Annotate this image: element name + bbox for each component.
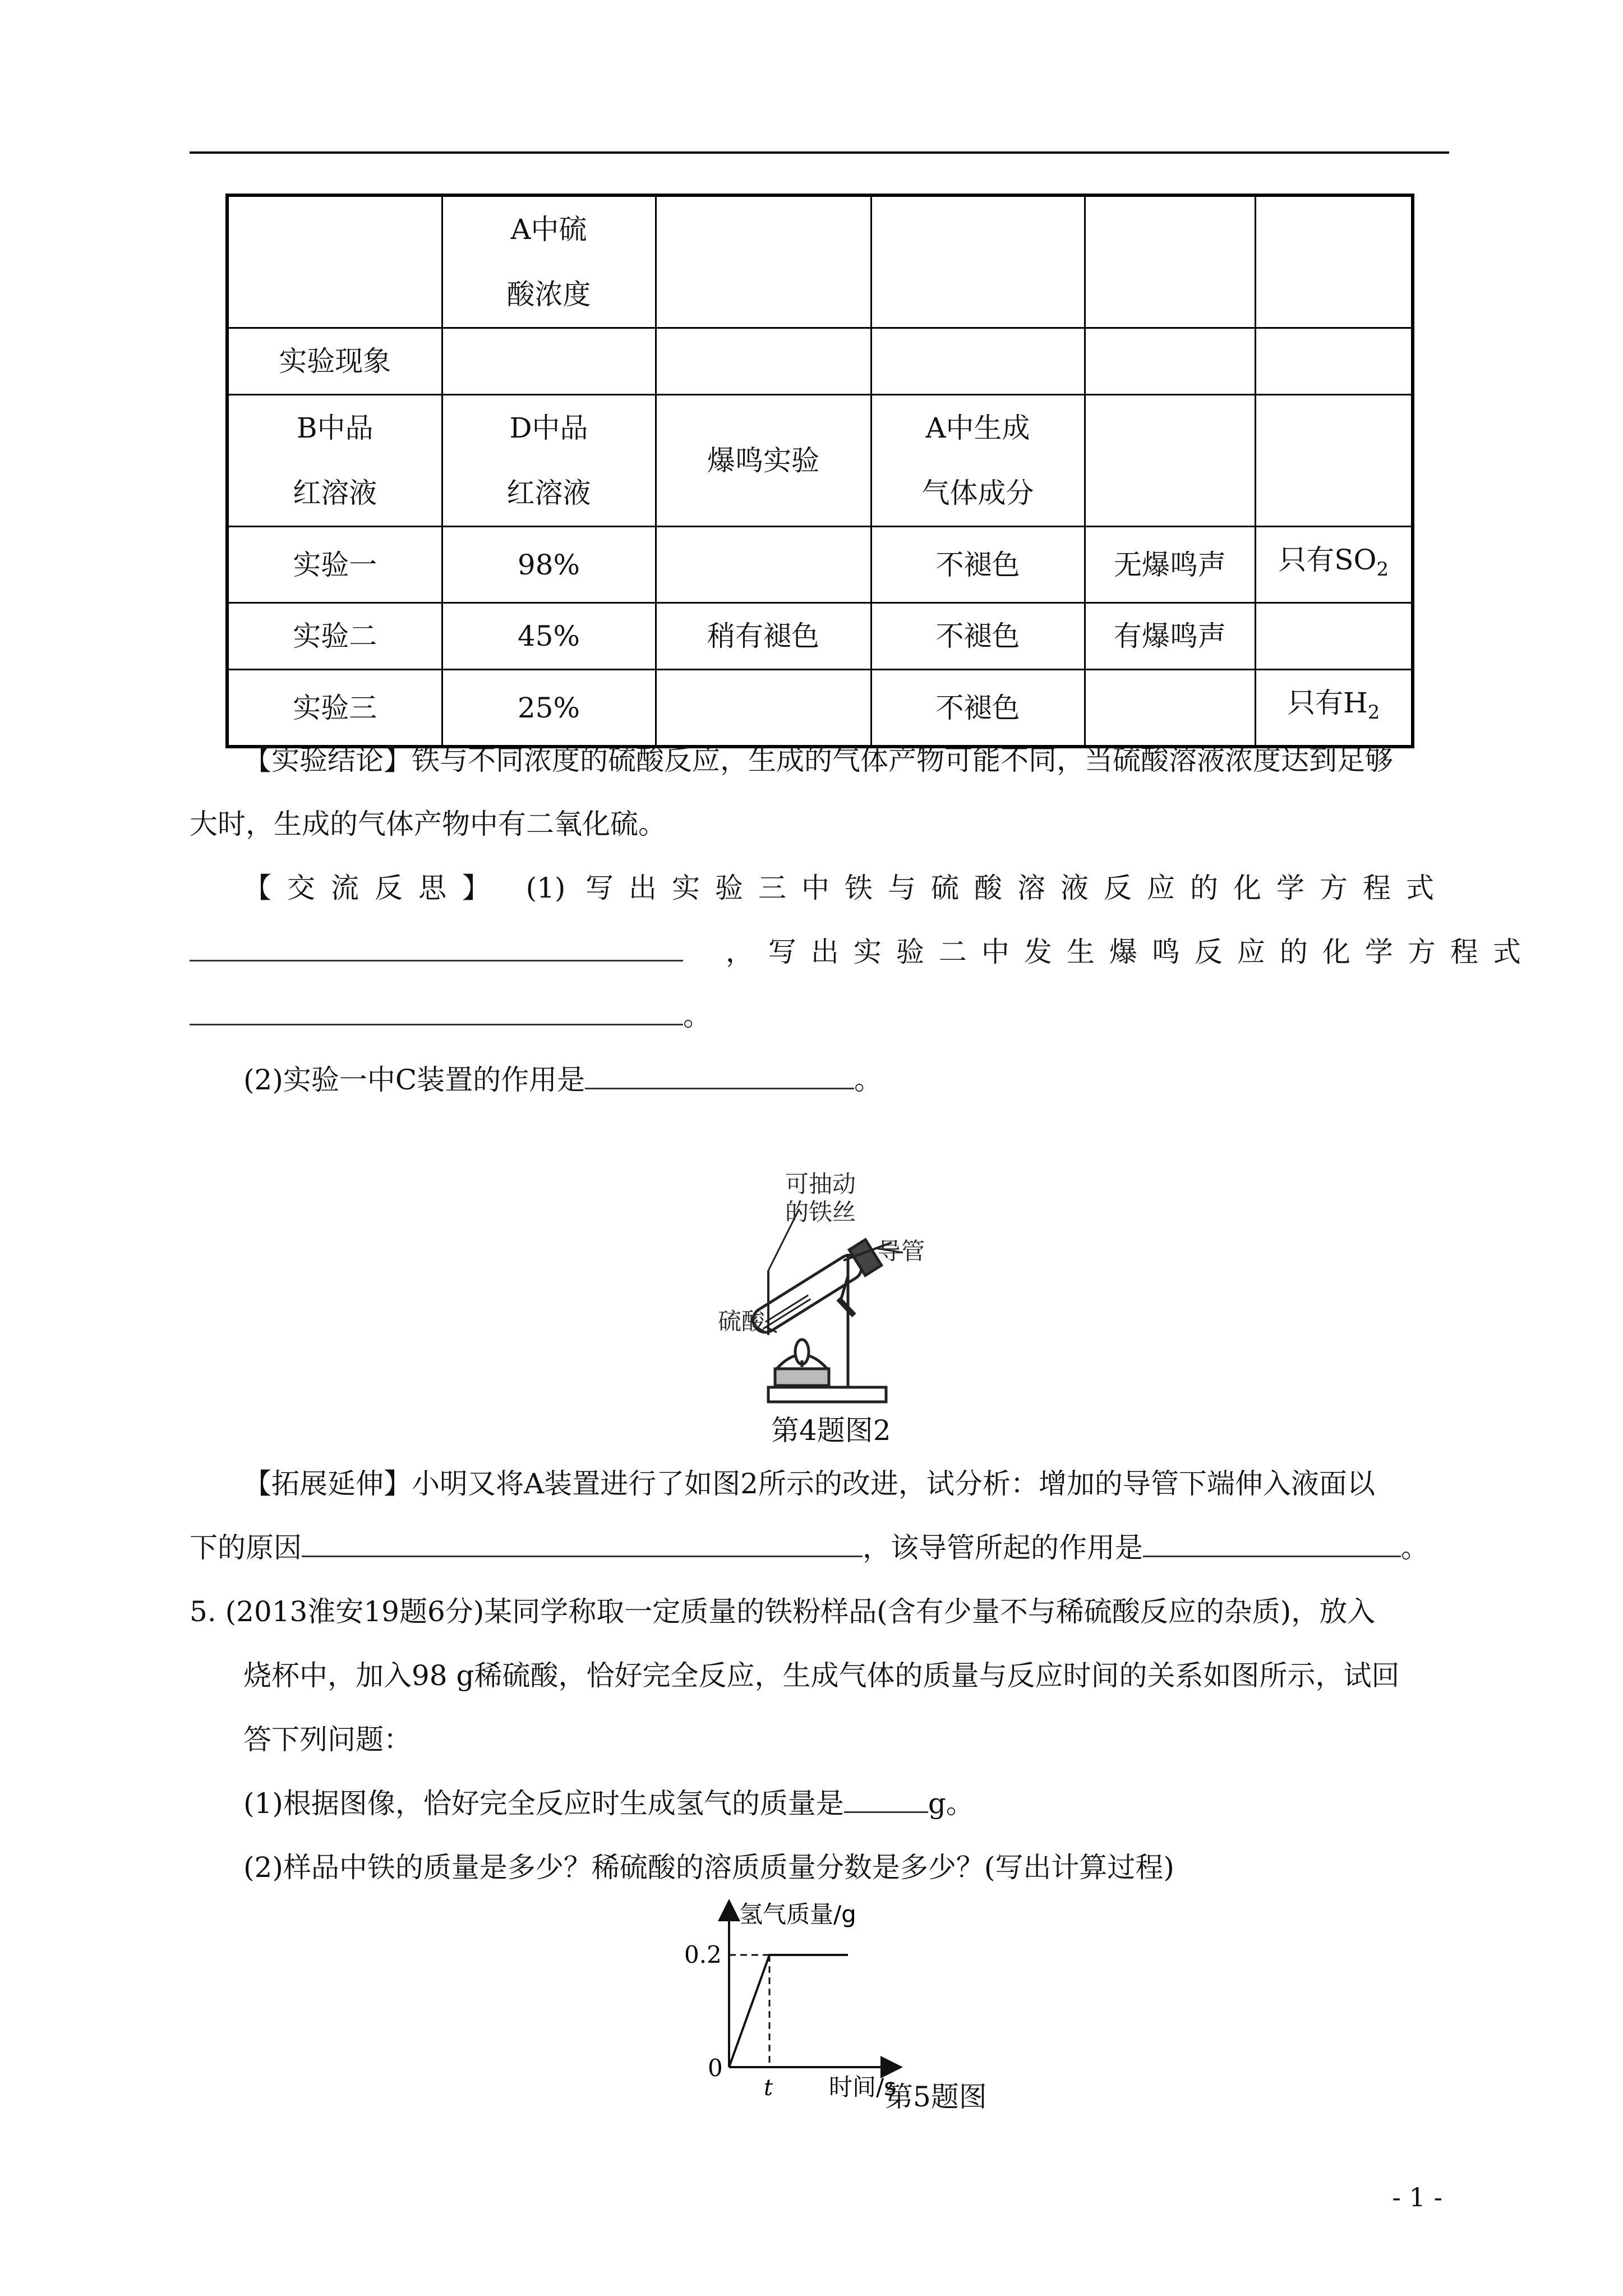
table-cell: 无爆鸣声 bbox=[1085, 527, 1255, 603]
q5-sub-1-end: g。 bbox=[928, 1787, 974, 1820]
table-cell bbox=[1255, 195, 1413, 328]
table-cell bbox=[656, 527, 871, 603]
reflection-q1-mid: ，写出实验二中发生爆鸣反应的化学方程式 bbox=[725, 936, 1536, 968]
origin-label: 0 bbox=[708, 2054, 723, 2082]
reflection-line-1 bbox=[190, 856, 1449, 920]
table-row bbox=[227, 395, 1413, 527]
alcohol-burner bbox=[775, 1340, 829, 1386]
extension-line-2 bbox=[190, 1516, 1449, 1580]
table-cell bbox=[1085, 395, 1255, 527]
table-cell: 不褪色 bbox=[871, 670, 1085, 747]
cell-line: B中品 bbox=[296, 412, 374, 444]
table-cell bbox=[1085, 328, 1255, 395]
cell-line: 红溶液 bbox=[293, 477, 377, 509]
table-row bbox=[227, 527, 1413, 603]
reflection-line-2 bbox=[190, 920, 1536, 984]
extension-text-c: 。 bbox=[1401, 1531, 1429, 1564]
table-cell bbox=[227, 395, 442, 527]
label-wire: 可抽动 bbox=[785, 1170, 856, 1198]
answer-blank[interactable] bbox=[1143, 1527, 1401, 1557]
table-cell: 爆鸣实验 bbox=[656, 395, 871, 527]
table-cell bbox=[1255, 395, 1413, 527]
x-tick-label: t bbox=[764, 2075, 773, 2101]
hydrogen-chart bbox=[673, 1899, 931, 2101]
table-cell bbox=[442, 328, 656, 395]
subscript: 2 bbox=[1367, 701, 1380, 724]
cell-line: 酸浓度 bbox=[506, 278, 591, 311]
table-row bbox=[227, 603, 1413, 670]
cell-line: A中生成 bbox=[925, 412, 1030, 444]
table-row bbox=[227, 195, 1413, 328]
answer-blank[interactable] bbox=[190, 996, 683, 1025]
label-acid: 硫酸 bbox=[718, 1308, 766, 1335]
cell-line: D中品 bbox=[509, 412, 588, 444]
q5-sub-1 bbox=[243, 1772, 1503, 1835]
table-cell: 实验三 bbox=[227, 670, 442, 747]
reflection-q1-label: (1) bbox=[525, 872, 566, 904]
figure-caption: 第4题图2 bbox=[771, 1414, 891, 1447]
table-cell bbox=[656, 328, 871, 395]
cell-text: 只有SO bbox=[1278, 544, 1377, 576]
table-cell bbox=[227, 195, 442, 328]
chart-caption: 第5题图 bbox=[885, 2081, 987, 2113]
extension-text-b: ，该导管所起的作用是 bbox=[863, 1531, 1143, 1564]
table-cell: 不褪色 bbox=[871, 527, 1085, 603]
table-cell bbox=[656, 195, 871, 328]
extension-line-1: 【拓展延伸】小明又将A装置进行了如图2所示的改进，试分析：增加的导管下端伸入液面以 bbox=[243, 1467, 1375, 1500]
q5-line-3: 答下列问题： bbox=[243, 1723, 412, 1756]
table-cell: 不褪色 bbox=[871, 603, 1085, 670]
table-cell bbox=[1255, 603, 1413, 670]
experiment-table bbox=[225, 194, 1414, 748]
header-rule bbox=[190, 151, 1449, 154]
conclusion-line-2: 大时，生成的气体产物中有二氧化硫。 bbox=[190, 808, 666, 840]
q5-line-2: 烧杯中，加入98 g稀硫酸，恰好完全反应，生成气体的质量与反应时间的关系如图所示，试回 bbox=[243, 1659, 1400, 1692]
cell-text: 只有H bbox=[1287, 687, 1368, 719]
table-cell: 实验二 bbox=[227, 603, 442, 670]
x-axis-label: 时间/s bbox=[829, 2073, 897, 2101]
reflection-head: 【交流反思】 bbox=[243, 872, 506, 904]
y-tick-label: 0.2 bbox=[684, 1941, 722, 1968]
page-number: - 1 - bbox=[1392, 2182, 1442, 2212]
reflection-line-3 bbox=[190, 984, 1449, 1048]
table-cell: 稍有褪色 bbox=[656, 603, 871, 670]
q5-sub-1-text: (1)根据图像，恰好完全反应时生成氢气的质量是 bbox=[243, 1787, 844, 1820]
table-cell: 98% bbox=[442, 527, 656, 603]
table-cell bbox=[871, 328, 1085, 395]
cell-line: 气体成分 bbox=[921, 477, 1034, 509]
table-row bbox=[227, 328, 1413, 395]
conclusion-line-1: 【实验结论】铁与不同浓度的硫酸反应，生成的气体产物可能不同，当硫酸溶液浓度达到足够 bbox=[243, 744, 1393, 776]
table-cell bbox=[871, 195, 1085, 328]
reflection-q1-end: 。 bbox=[683, 1000, 711, 1032]
table-cell: 实验一 bbox=[227, 527, 442, 603]
q5-line-1: 5. (2013淮安19题6分)某同学称取一定质量的铁粉样品(含有少量不与稀硫酸反应的杂质)，放入 bbox=[190, 1595, 1376, 1628]
stand-base bbox=[768, 1387, 886, 1402]
answer-blank[interactable] bbox=[844, 1783, 928, 1813]
reflection-q2 bbox=[190, 1048, 1503, 1112]
table-cell: 45% bbox=[442, 603, 656, 670]
answer-blank[interactable] bbox=[190, 932, 683, 961]
reflection-q2-end: 。 bbox=[854, 1064, 883, 1096]
y-axis-label: 氢气质量/g bbox=[739, 1901, 856, 1928]
subscript: 2 bbox=[1376, 558, 1389, 581]
label-wire: 的铁丝 bbox=[785, 1198, 856, 1226]
table-cell: 有爆鸣声 bbox=[1085, 603, 1255, 670]
label-tube: 导管 bbox=[878, 1237, 925, 1265]
apparatus-figure bbox=[718, 1170, 925, 1411]
reflection-q2-text: (2)实验一中C装置的作用是 bbox=[243, 1064, 585, 1096]
table-cell bbox=[442, 195, 656, 328]
q5-sub-2: (2)样品中铁的质量是多少？稀硫酸的溶质质量分数是多少？(写出计算过程) bbox=[243, 1851, 1174, 1884]
table-cell: 实验现象 bbox=[227, 328, 442, 395]
cell-line: A中硫 bbox=[510, 213, 587, 246]
table-cell bbox=[871, 395, 1085, 527]
table-cell bbox=[442, 395, 656, 527]
table-cell bbox=[1085, 195, 1255, 328]
answer-blank[interactable] bbox=[585, 1060, 854, 1089]
answer-blank[interactable] bbox=[302, 1527, 863, 1557]
extension-text-a: 下的原因 bbox=[190, 1531, 302, 1564]
cell-line: 红溶液 bbox=[506, 477, 591, 509]
series-line bbox=[729, 1955, 848, 2067]
table-cell: 25% bbox=[442, 670, 656, 747]
reflection-justify bbox=[243, 856, 1449, 920]
table-cell bbox=[1255, 328, 1413, 395]
reflection-q1-text: 写出实验三中铁与硫酸溶液反应的化学方程式 bbox=[585, 872, 1449, 904]
table-cell bbox=[1255, 527, 1413, 603]
